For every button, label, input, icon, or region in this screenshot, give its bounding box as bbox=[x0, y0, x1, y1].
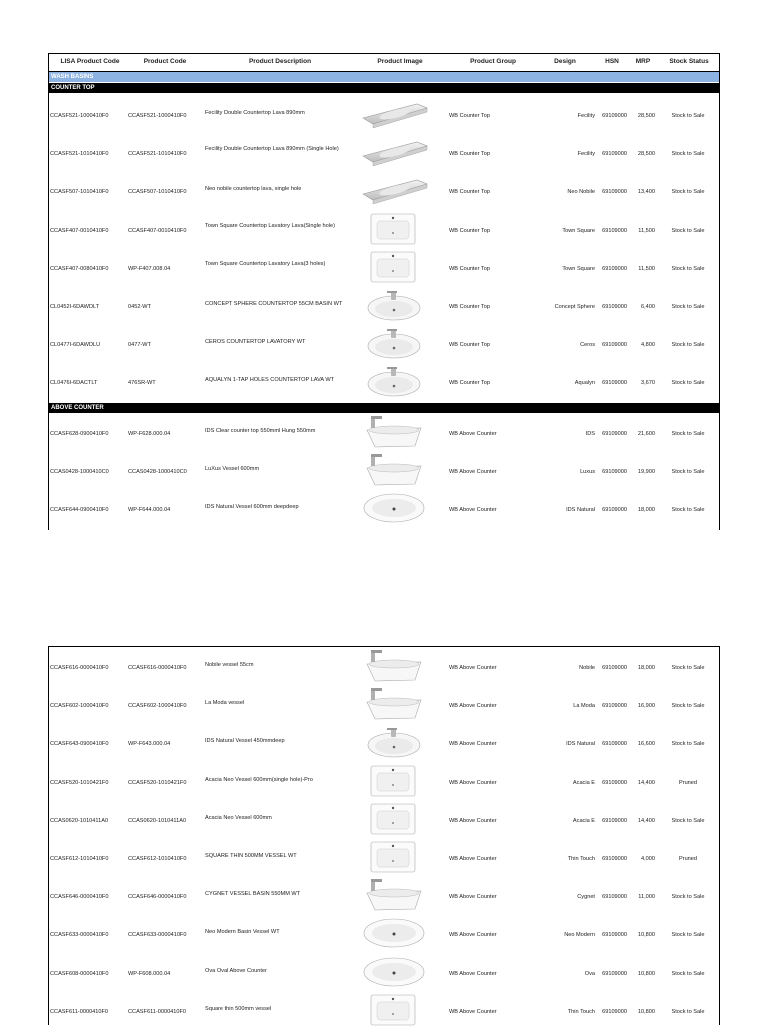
countertop-basin-image bbox=[357, 96, 431, 132]
header-product-code: Product Code bbox=[143, 58, 187, 65]
square-basin-image bbox=[357, 839, 431, 875]
description-cell: Town Square Countertop Lavatory Lava(3 holes) bbox=[205, 260, 326, 267]
description-cell: LuXus Vessel 600mm bbox=[205, 466, 260, 473]
stock-status-cell: Stock to Sale bbox=[671, 970, 705, 977]
header-image: Product Image bbox=[377, 58, 423, 65]
design-cell: Aqualyn bbox=[574, 380, 595, 387]
product-group-cell: WB Above Counter bbox=[449, 469, 497, 476]
stock-status-cell: Stock to Sale bbox=[671, 431, 705, 437]
product-group-cell: WB Above Counter bbox=[449, 779, 497, 786]
product-code-cell: WP-F643.000.04 bbox=[128, 741, 171, 748]
design-cell: Acacia E bbox=[572, 779, 595, 786]
mrp-cell: 14,400 bbox=[637, 817, 655, 824]
lisa-code-cell: CCASF633-0000410F0 bbox=[50, 932, 109, 939]
oval-basin-image bbox=[357, 490, 431, 526]
product-code-cell: WP-F407.008.04 bbox=[128, 265, 171, 272]
mrp-cell: 4,800 bbox=[641, 342, 655, 349]
lisa-code-cell: CCASF628-0900410F0 bbox=[50, 431, 109, 437]
table-row bbox=[49, 210, 719, 248]
stock-status-cell: Stock to Sale bbox=[671, 342, 705, 349]
oval-basin-image bbox=[357, 954, 431, 990]
description-cell: IDS Clear counter top 550mml Hung 550mm bbox=[205, 428, 316, 434]
product-code-cell: CCASF507-1010410F0 bbox=[128, 189, 187, 196]
mrp-cell: 3,670 bbox=[641, 380, 655, 387]
hsn-cell: 69109000 bbox=[602, 469, 627, 476]
table-row bbox=[49, 800, 719, 838]
price-list-sheet-continued bbox=[48, 646, 720, 1025]
round-basin-image bbox=[357, 724, 431, 760]
product-group-cell: WB Above Counter bbox=[449, 817, 497, 824]
description-cell: Ova Oval Above Counter bbox=[205, 967, 267, 974]
hsn-cell: 69109000 bbox=[602, 113, 627, 119]
description-cell: AQUALYN 1-TAP HOLES COUNTERTOP LAVA WT bbox=[205, 377, 335, 384]
description-cell: Neo Modern Basin Vessel WT bbox=[205, 929, 280, 936]
header-group: Product Group bbox=[470, 58, 516, 65]
mrp-cell: 28,500 bbox=[637, 113, 655, 119]
mrp-cell: 21,600 bbox=[637, 431, 655, 437]
stock-status-cell: Stock to Sale bbox=[671, 227, 705, 234]
lisa-code-cell: CCAS0428-1000410C0 bbox=[50, 469, 109, 476]
square-basin-image bbox=[357, 249, 431, 285]
lisa-code-cell: CCASF611-0000410F0 bbox=[50, 1008, 109, 1015]
lisa-code-cell: CCASF608-0000410F0 bbox=[50, 970, 109, 977]
stock-status-cell: Stock to Sale bbox=[671, 932, 705, 939]
product-code-cell: CCASF602-1000410F0 bbox=[128, 703, 187, 710]
square-basin-image bbox=[357, 211, 431, 247]
round-basin-image bbox=[357, 363, 431, 399]
hsn-cell: 69109000 bbox=[602, 304, 627, 310]
table-row bbox=[49, 762, 719, 800]
hsn-cell: 69109000 bbox=[602, 894, 627, 901]
table-row bbox=[49, 723, 719, 761]
hsn-cell: 69109000 bbox=[602, 431, 627, 437]
hsn-cell: 69109000 bbox=[602, 665, 627, 671]
design-cell: Town Square bbox=[562, 227, 595, 234]
product-code-cell: WP-F628.000.04 bbox=[128, 431, 171, 437]
hsn-cell: 69109000 bbox=[602, 856, 627, 862]
product-code-cell: CCASF616-0000410F0 bbox=[128, 665, 187, 671]
product-code-cell: CCASF520-1010421F0 bbox=[128, 779, 187, 786]
product-group-cell: WB Counter Top bbox=[449, 265, 490, 272]
design-cell: Thin Touch bbox=[567, 1008, 595, 1015]
product-code-cell: CCASF633-0000410F0 bbox=[128, 932, 187, 939]
product-group-cell: WB Counter Top bbox=[449, 380, 490, 387]
table-row bbox=[49, 248, 719, 286]
hsn-cell: 69109000 bbox=[602, 342, 627, 349]
design-cell: Acacia E bbox=[572, 817, 595, 824]
product-code-cell: WP-F644.000.04 bbox=[128, 507, 171, 514]
hsn-cell: 69109000 bbox=[602, 151, 627, 158]
design-cell: IDS bbox=[585, 431, 595, 437]
design-cell: Neo Nobile bbox=[567, 189, 595, 196]
table-row bbox=[49, 451, 719, 489]
mrp-cell: 16,600 bbox=[637, 741, 655, 748]
hsn-cell: 69109000 bbox=[602, 779, 627, 786]
product-group-cell: WB Above Counter bbox=[449, 741, 497, 748]
table-row bbox=[49, 838, 719, 876]
stock-status-cell: Stock to Sale bbox=[671, 304, 705, 310]
lisa-code-cell: CCASF521-1010410F0 bbox=[50, 151, 109, 158]
description-cell: Neo nobile countertop lava, single hole bbox=[205, 186, 302, 193]
stock-status-cell: Stock to Sale bbox=[671, 741, 705, 748]
product-code-cell: CCASF407-0010410F0 bbox=[128, 227, 187, 234]
design-cell: Nobile bbox=[579, 665, 595, 671]
lisa-code-cell: CCASF521-1000410F0 bbox=[50, 113, 109, 119]
product-group-cell: WB Above Counter bbox=[449, 856, 497, 862]
description-cell: IDS Natural Vessel 600mm deepdeep bbox=[205, 504, 299, 511]
lisa-code-cell: CCASF407-0010410F0 bbox=[50, 227, 109, 234]
stock-status-cell: Stock to Sale bbox=[671, 817, 705, 824]
mrp-cell: 28,500 bbox=[637, 151, 655, 158]
table-row bbox=[49, 647, 719, 685]
design-cell: Neo Modern bbox=[564, 932, 595, 939]
mrp-cell: 16,900 bbox=[637, 703, 655, 710]
description-cell: SQUARE THIN 500MM VESSEL WT bbox=[205, 853, 297, 859]
description-cell: Town Square Countertop Lavatory Lava(Single hole) bbox=[205, 222, 335, 229]
product-group-cell: WB Counter Top bbox=[449, 151, 490, 158]
vessel-basin-image bbox=[357, 686, 431, 722]
stock-status-cell: Pruned bbox=[678, 779, 698, 786]
design-cell: IDS Natural bbox=[566, 507, 595, 514]
section-above-counter: ABOVE COUNTER bbox=[49, 403, 719, 413]
hsn-cell: 69109000 bbox=[602, 189, 627, 196]
product-group-cell: WB Counter Top bbox=[449, 189, 490, 196]
description-cell: Square thin 500mm vessel bbox=[205, 1005, 272, 1012]
stock-status-cell: Pruned bbox=[678, 856, 698, 862]
header-hsn: HSN bbox=[605, 58, 619, 65]
design-cell: Concept Sphere bbox=[554, 304, 595, 310]
table-row bbox=[49, 685, 719, 723]
lisa-code-cell: CCASF407-0080410F0 bbox=[50, 265, 109, 272]
mrp-cell: 13,400 bbox=[637, 189, 655, 196]
lisa-code-cell: CL0477I-6DAWDLU bbox=[50, 342, 101, 349]
header-lisa-code: LISA Product Code bbox=[60, 58, 120, 65]
mrp-cell: 11,500 bbox=[638, 265, 655, 272]
mrp-cell: 10,800 bbox=[637, 1008, 655, 1015]
stock-status-cell: Stock to Sale bbox=[671, 1008, 705, 1015]
description-cell: Acacia Neo Vessel 600mm(single hole)-Pro bbox=[205, 776, 313, 783]
design-cell: Fecility bbox=[577, 151, 595, 158]
design-cell: Cygnet bbox=[577, 894, 595, 901]
description-cell: CONCEPT SPHERE COUNTERTOP 55CM BASIN WT bbox=[205, 301, 343, 307]
mrp-cell: 6,400 bbox=[641, 304, 655, 310]
product-code-cell: CCAS0428-1000410C0 bbox=[128, 469, 187, 476]
mrp-cell: 10,800 bbox=[637, 932, 655, 939]
countertop-basin-image bbox=[357, 134, 431, 170]
description-cell: Acacia Neo Vessel 600mm bbox=[205, 814, 272, 821]
header-description: Product Description bbox=[248, 58, 312, 65]
hsn-cell: 69109000 bbox=[602, 703, 627, 710]
mrp-cell: 19,900 bbox=[637, 469, 655, 476]
table-row bbox=[49, 413, 719, 451]
product-group-cell: WB Above Counter bbox=[449, 1008, 497, 1015]
oval-basin-image bbox=[357, 915, 431, 951]
table-row bbox=[49, 171, 719, 209]
lisa-code-cell: CCASF507-1010410F0 bbox=[50, 189, 109, 196]
mrp-cell: 14,400 bbox=[637, 779, 655, 786]
product-group-cell: WB Counter Top bbox=[449, 342, 490, 349]
square-basin-image bbox=[357, 801, 431, 837]
header-mrp: MRP bbox=[635, 58, 651, 65]
lisa-code-cell: CCASF643-0900410F0 bbox=[50, 741, 109, 748]
description-cell: CYGNET VESSEL BASIN 550MM WT bbox=[205, 891, 301, 898]
lisa-code-cell: CCASF646-0000410F0 bbox=[50, 894, 109, 901]
stock-status-cell: Stock to Sale bbox=[671, 189, 705, 196]
hsn-cell: 69109000 bbox=[602, 507, 627, 514]
vessel-basin-image bbox=[357, 648, 431, 684]
product-code-cell: CCASF611-0000410F0 bbox=[128, 1008, 187, 1015]
design-cell: Luxus bbox=[580, 469, 595, 476]
description-cell: CEROS COUNTERTOP LAVATORY WT bbox=[205, 339, 306, 346]
header-design: Design bbox=[554, 58, 576, 65]
hsn-cell: 69109000 bbox=[602, 741, 627, 748]
section-wash-basins: WASH BASINS bbox=[49, 72, 719, 82]
table-row bbox=[49, 95, 719, 133]
vessel-basin-image bbox=[357, 877, 431, 913]
square-basin-image bbox=[357, 992, 431, 1028]
hsn-cell: 69109000 bbox=[602, 227, 627, 234]
hsn-cell: 69109000 bbox=[602, 817, 627, 824]
table-row bbox=[49, 133, 719, 171]
description-cell: Nobile vessel 55cm bbox=[205, 662, 254, 668]
mrp-cell: 11,500 bbox=[638, 227, 655, 234]
description-cell: Fecility Double Countertop Lava 890mm bbox=[205, 110, 305, 116]
mrp-cell: 18,000 bbox=[637, 665, 655, 671]
vessel-basin-image bbox=[357, 414, 431, 450]
hsn-cell: 69109000 bbox=[602, 265, 627, 272]
mrp-cell: 10,800 bbox=[637, 970, 655, 977]
product-group-cell: WB Counter Top bbox=[449, 304, 490, 310]
table-row bbox=[49, 876, 719, 914]
round-basin-image bbox=[357, 287, 431, 323]
round-basin-image bbox=[357, 325, 431, 361]
lisa-code-cell: CCASF616-0000410F0 bbox=[50, 665, 109, 671]
product-group-cell: WB Counter Top bbox=[449, 227, 490, 234]
table-row bbox=[49, 914, 719, 952]
stock-status-cell: Stock to Sale bbox=[671, 894, 705, 901]
product-group-cell: WB Above Counter bbox=[449, 894, 497, 901]
design-cell: IDS Natural bbox=[566, 741, 595, 748]
price-list-sheet bbox=[48, 53, 720, 530]
table-row bbox=[49, 489, 719, 527]
hsn-cell: 69109000 bbox=[602, 970, 627, 977]
hsn-cell: 69109000 bbox=[602, 1008, 627, 1015]
lisa-code-cell: CCASF602-1000410F0 bbox=[50, 703, 109, 710]
product-code-cell: 0452-WT bbox=[128, 304, 152, 310]
description-cell: IDS Natural Vessel 450mmdeep bbox=[205, 738, 285, 745]
lisa-code-cell: CCASF520-1010421F0 bbox=[50, 779, 109, 786]
stock-status-cell: Stock to Sale bbox=[671, 113, 705, 119]
hsn-cell: 69109000 bbox=[602, 380, 627, 387]
mrp-cell: 4,000 bbox=[641, 856, 655, 862]
product-code-cell: WP-F608.000.04 bbox=[128, 970, 171, 977]
product-group-cell: WB Above Counter bbox=[449, 665, 497, 671]
countertop-basin-image bbox=[357, 172, 431, 208]
table-row bbox=[49, 286, 719, 324]
lisa-code-cell: CCASF612-1010410F0 bbox=[50, 856, 109, 862]
lisa-code-cell: CL0452I-6DAWDLT bbox=[50, 304, 100, 310]
product-code-cell: 476SR-WT bbox=[128, 380, 156, 387]
product-group-cell: WB Above Counter bbox=[449, 431, 497, 437]
design-cell: Fecility bbox=[577, 113, 595, 119]
stock-status-cell: Stock to Sale bbox=[671, 151, 705, 158]
product-code-cell: CCASF521-1000410F0 bbox=[128, 113, 187, 119]
lisa-code-cell: CL0476I-6DACTLT bbox=[50, 380, 98, 387]
product-group-cell: WB Above Counter bbox=[449, 703, 497, 710]
design-cell: Thin Touch bbox=[567, 856, 595, 862]
table-row bbox=[49, 991, 719, 1029]
square-basin-image bbox=[357, 763, 431, 799]
lisa-code-cell: CCAS0620-1010411A0 bbox=[50, 817, 109, 824]
product-group-cell: WB Above Counter bbox=[449, 507, 497, 514]
hsn-cell: 69109000 bbox=[602, 932, 627, 939]
design-cell: Town Square bbox=[562, 265, 595, 272]
design-cell: Ceros bbox=[580, 342, 595, 349]
table-row bbox=[49, 953, 719, 991]
design-cell: Ova bbox=[584, 970, 595, 977]
product-code-cell: CCASF612-1010410F0 bbox=[128, 856, 187, 862]
product-code-cell: CCASF646-0000410F0 bbox=[128, 894, 187, 901]
product-group-cell: WB Counter Top bbox=[449, 113, 490, 119]
product-code-cell: 0477-WT bbox=[128, 342, 152, 349]
design-cell: La Moda bbox=[573, 703, 595, 710]
stock-status-cell: Stock to Sale bbox=[671, 469, 705, 476]
stock-status-cell: Stock to Sale bbox=[671, 665, 705, 671]
lisa-code-cell: CCASF644-0900410F0 bbox=[50, 507, 109, 514]
table-row bbox=[49, 324, 719, 362]
mrp-cell: 11,000 bbox=[638, 894, 655, 901]
stock-status-cell: Stock to Sale bbox=[671, 380, 705, 387]
table-row bbox=[49, 362, 719, 400]
product-code-cell: CCASF521-1010410F0 bbox=[128, 151, 187, 158]
description-cell: La Moda vessel bbox=[205, 700, 245, 707]
vessel-basin-image bbox=[357, 452, 431, 488]
table-header bbox=[49, 54, 719, 72]
product-group-cell: WB Above Counter bbox=[449, 970, 497, 977]
stock-status-cell: Stock to Sale bbox=[671, 265, 705, 272]
section-counter-top: COUNTER TOP bbox=[49, 83, 719, 93]
description-cell: Fecility Double Countertop Lava 890mm (Single Hole) bbox=[205, 146, 339, 153]
mrp-cell: 18,000 bbox=[637, 507, 655, 514]
stock-status-cell: Stock to Sale bbox=[671, 703, 705, 710]
stock-status-cell: Stock to Sale bbox=[671, 507, 705, 514]
product-group-cell: WB Above Counter bbox=[449, 932, 497, 939]
product-code-cell: CCAS0620-1010411A0 bbox=[128, 817, 187, 824]
header-stock-status: Stock Status bbox=[669, 58, 709, 65]
